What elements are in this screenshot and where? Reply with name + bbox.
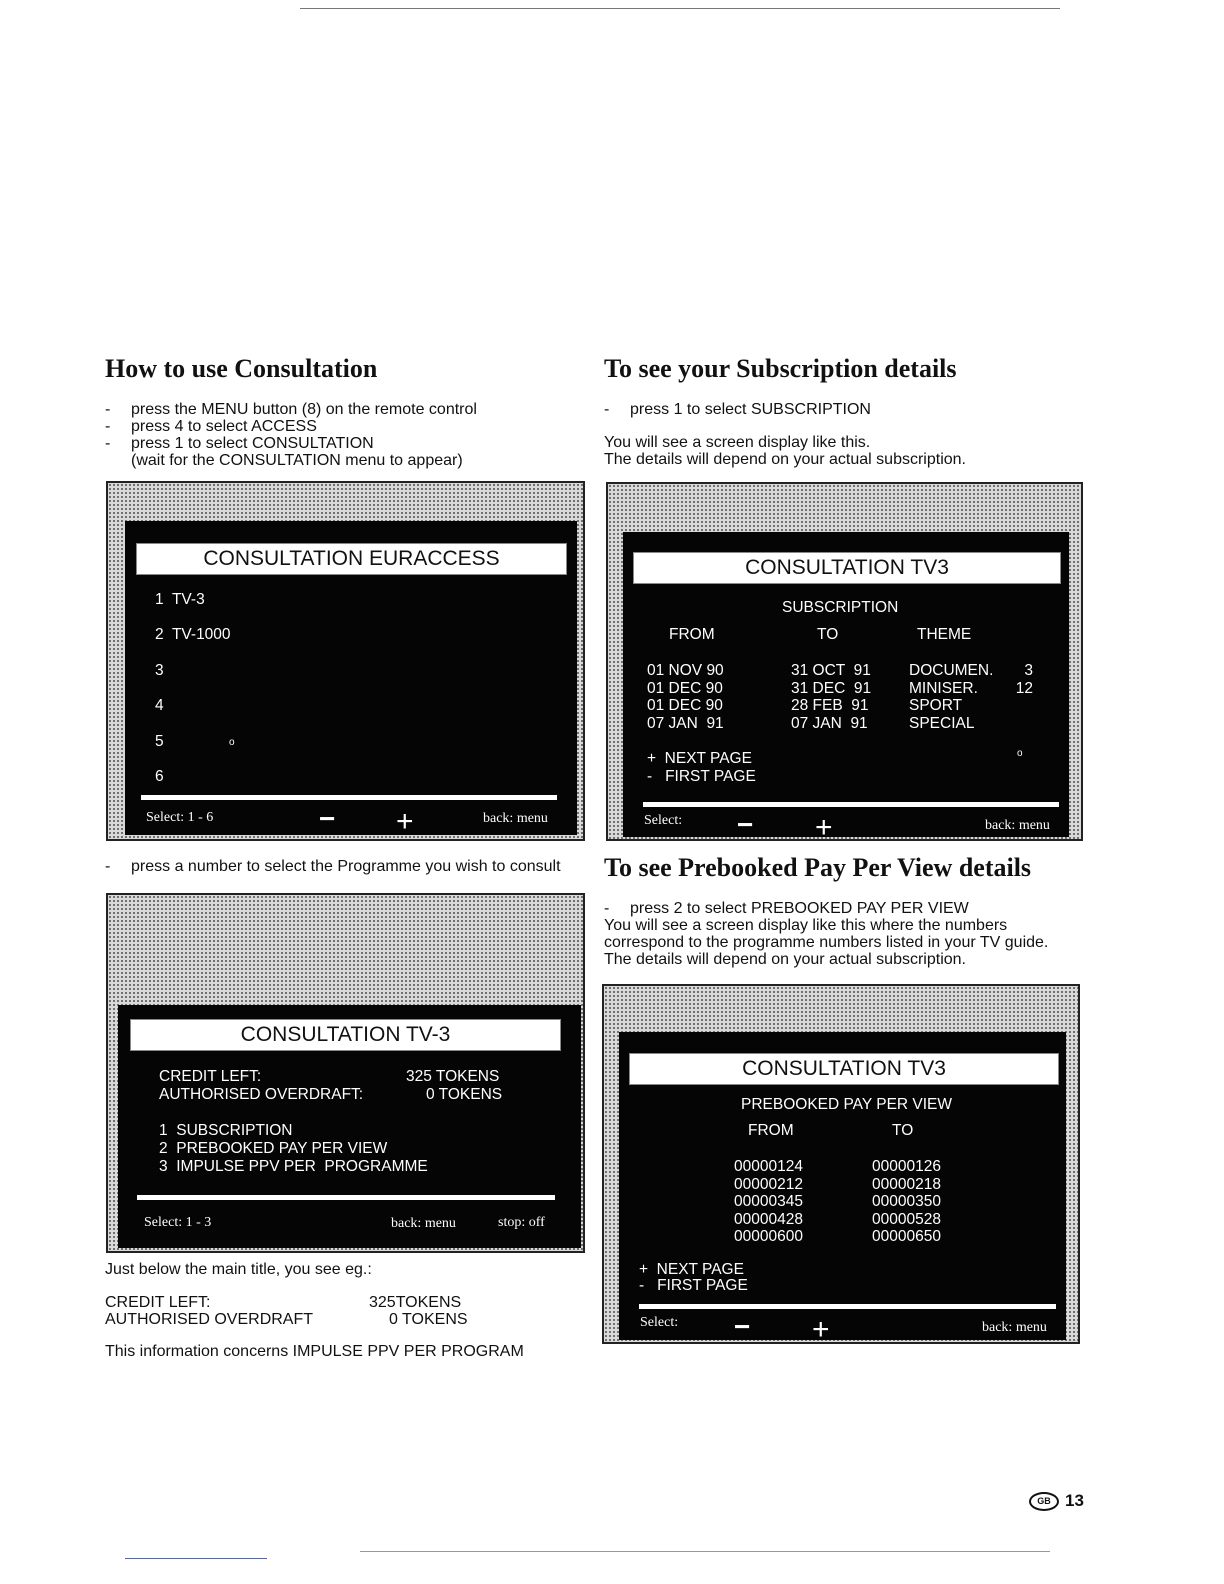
credit-left-label: CREDIT LEFT: bbox=[159, 1068, 262, 1085]
tv-screen-title: CONSULTATION TV3 bbox=[629, 1053, 1059, 1085]
footer-select: Select: bbox=[644, 813, 683, 828]
from-cell: 00000212 bbox=[734, 1175, 803, 1193]
to-cell: 31 DEC 91 bbox=[791, 679, 872, 697]
channel-item: 5 bbox=[155, 733, 164, 750]
tv-screen-title: CONSULTATION EURACCESS bbox=[136, 543, 567, 575]
column-header-from: FROM bbox=[748, 1122, 794, 1139]
gb-region-badge: GB bbox=[1029, 1492, 1059, 1511]
example-overdraft-label: AUTHORISED OVERDRAFT bbox=[105, 1311, 314, 1328]
tv-footer-bar bbox=[137, 1195, 555, 1200]
scan-artifact-bottom bbox=[360, 1551, 1050, 1552]
from-cell: 01 NOV 90 bbox=[647, 662, 724, 679]
from-cell: 01 DEC 90 bbox=[647, 697, 723, 714]
cursor-dot: o bbox=[1017, 748, 1023, 759]
overdraft-value: 0 TOKENS bbox=[426, 1086, 503, 1103]
channel-item: 1 TV-3 bbox=[155, 591, 205, 608]
step-item: - press 1 to select CONSULTATION bbox=[105, 435, 575, 452]
extra-cell: 12 bbox=[1015, 679, 1033, 697]
from-cell: 00000428 bbox=[734, 1210, 803, 1228]
tv-footer-bar bbox=[643, 802, 1059, 807]
tv-footer-bar bbox=[639, 1304, 1056, 1309]
to-cell: 00000650 bbox=[872, 1228, 941, 1245]
theme-cell: SPECIAL bbox=[909, 714, 975, 732]
impulse-note: This information concerns IMPULSE PPV PER PROGRAM bbox=[105, 1343, 524, 1360]
to-cell: 31 OCT 91 bbox=[791, 662, 871, 679]
from-cell: 00000600 bbox=[734, 1228, 803, 1245]
subscription-steps bbox=[604, 401, 1084, 418]
tv-screen-inner bbox=[619, 1032, 1066, 1346]
to-cell: 00000350 bbox=[872, 1193, 941, 1210]
menu-option: 3 IMPULSE PPV PER PROGRAMME bbox=[159, 1158, 428, 1175]
heading-prebooked-ppv: To see Prebooked Pay Per View details bbox=[604, 853, 1032, 882]
prebooked-steps bbox=[604, 900, 1084, 917]
channel-item: 2 TV-1000 bbox=[155, 626, 231, 643]
channel-item: 6 bbox=[155, 768, 164, 785]
tv-screen-consultation-tv3-credit bbox=[106, 893, 585, 1253]
to-cell: 07 JAN 91 bbox=[791, 714, 868, 732]
plus-icon: + bbox=[812, 1313, 830, 1346]
footer-select: Select: 1 - 6 bbox=[146, 810, 214, 825]
to-cell: 28 FEB 91 bbox=[791, 697, 869, 714]
footer-stop: stop: off bbox=[498, 1215, 545, 1230]
step-item: - press 1 to select SUBSCRIPTION bbox=[604, 401, 1084, 418]
heading-how-to-use-consultation: How to use Consultation bbox=[105, 354, 378, 383]
channel-item: 3 bbox=[155, 662, 164, 679]
from-cell: 07 JAN 91 bbox=[647, 714, 724, 732]
from-column bbox=[647, 662, 724, 732]
column-header-from: FROM bbox=[669, 626, 715, 643]
tv-screen-title: CONSULTATION TV3 bbox=[633, 552, 1061, 584]
cursor-dot: o bbox=[229, 737, 235, 748]
heading-subscription-details: To see your Subscription details bbox=[604, 354, 957, 383]
extra-column bbox=[1011, 662, 1033, 697]
minus-icon: − bbox=[319, 803, 336, 834]
scan-artifact-blue-line bbox=[125, 1558, 267, 1559]
below-title-note: Just below the main title, you see eg.: bbox=[105, 1261, 372, 1278]
prebooked-desc-line: correspond to the programme numbers listed in your TV guide. bbox=[604, 934, 1049, 951]
first-page-option: - FIRST PAGE bbox=[639, 1277, 748, 1294]
to-cell: 00000528 bbox=[872, 1210, 941, 1228]
theme-cell: MINISER. bbox=[909, 679, 978, 697]
consultation-steps bbox=[105, 401, 575, 469]
tv-screen-consultation-euraccess bbox=[106, 481, 585, 841]
to-column bbox=[872, 1158, 941, 1246]
column-header-theme: THEME bbox=[917, 626, 972, 643]
prebooked-desc bbox=[604, 917, 1084, 968]
step-item: - press the MENU button (8) on the remote control bbox=[105, 401, 575, 418]
from-cell: 01 DEC 90 bbox=[647, 679, 723, 697]
scan-artifact-top bbox=[300, 8, 1060, 9]
footer-select: Select: 1 - 3 bbox=[144, 1215, 212, 1230]
page-number: 13 bbox=[1065, 1491, 1084, 1510]
step-item: - press 2 to select PREBOOKED PAY PER VIEW bbox=[604, 900, 1084, 917]
tv-screen-title: CONSULTATION TV-3 bbox=[130, 1019, 561, 1051]
menu-option: 2 PREBOOKED PAY PER VIEW bbox=[159, 1140, 388, 1157]
to-column bbox=[791, 662, 871, 732]
to-cell: 00000126 bbox=[872, 1158, 941, 1175]
overdraft-label: AUTHORISED OVERDRAFT: bbox=[159, 1086, 364, 1103]
theme-cell: DOCUMEN. bbox=[909, 662, 994, 679]
tv-screen-inner bbox=[623, 532, 1069, 844]
screen-subtitle: SUBSCRIPTION bbox=[782, 599, 899, 616]
column-header-to: TO bbox=[817, 626, 839, 643]
step-item: - press 4 to select ACCESS bbox=[105, 418, 575, 435]
to-cell: 00000218 bbox=[872, 1175, 941, 1193]
prebooked-desc-line: You will see a screen display like this where the numbers bbox=[604, 917, 1008, 934]
channel-item: 4 bbox=[155, 697, 164, 714]
tv-screen-subscription bbox=[606, 482, 1083, 844]
from-cell: 00000345 bbox=[734, 1193, 803, 1210]
extra-cell: 3 bbox=[1024, 662, 1033, 679]
theme-cell: SPORT bbox=[909, 697, 963, 714]
theme-column bbox=[909, 662, 993, 732]
from-cell: 00000124 bbox=[734, 1158, 803, 1175]
footer-back: back: menu bbox=[985, 818, 1050, 833]
minus-icon: − bbox=[737, 809, 754, 840]
instruction-select-programme bbox=[105, 858, 595, 875]
tv-screen-inner bbox=[125, 521, 577, 838]
plus-icon: + bbox=[396, 805, 414, 838]
column-header-to: TO bbox=[892, 1122, 914, 1139]
example-credit-value: 325TOKENS bbox=[369, 1294, 462, 1311]
example-credit-label: CREDIT LEFT: bbox=[105, 1294, 211, 1311]
subscription-desc-line: You will see a screen display like this. bbox=[604, 434, 871, 451]
footer-back: back: menu bbox=[391, 1216, 456, 1231]
instruction-item: - press a number to select the Programme you wish to consult bbox=[105, 858, 595, 875]
tv-screen-prebooked-ppv bbox=[602, 984, 1080, 1344]
step-note: (wait for the CONSULTATION menu to appear) bbox=[131, 452, 463, 469]
footer-back: back: menu bbox=[483, 811, 548, 826]
first-page-option: - FIRST PAGE bbox=[647, 768, 756, 785]
next-page-option: + NEXT PAGE bbox=[639, 1261, 744, 1278]
tv-footer-bar bbox=[141, 795, 557, 800]
plus-icon: + bbox=[815, 811, 833, 844]
from-column bbox=[734, 1158, 803, 1246]
minus-icon: − bbox=[734, 1311, 751, 1342]
footer-back: back: menu bbox=[982, 1320, 1047, 1335]
credit-left-value: 325 TOKENS bbox=[406, 1068, 500, 1085]
footer-select: Select: bbox=[640, 1315, 679, 1330]
tv-screen-inner bbox=[118, 1005, 581, 1248]
prebooked-desc-line: The details will depend on your actual subscription. bbox=[604, 951, 966, 968]
next-page-option: + NEXT PAGE bbox=[647, 750, 752, 767]
example-overdraft-value: 0 TOKENS bbox=[389, 1311, 468, 1328]
menu-option: 1 SUBSCRIPTION bbox=[159, 1122, 293, 1139]
screen-subtitle: PREBOOKED PAY PER VIEW bbox=[741, 1096, 953, 1113]
subscription-desc-line: The details will depend on your actual subscription. bbox=[604, 451, 966, 468]
